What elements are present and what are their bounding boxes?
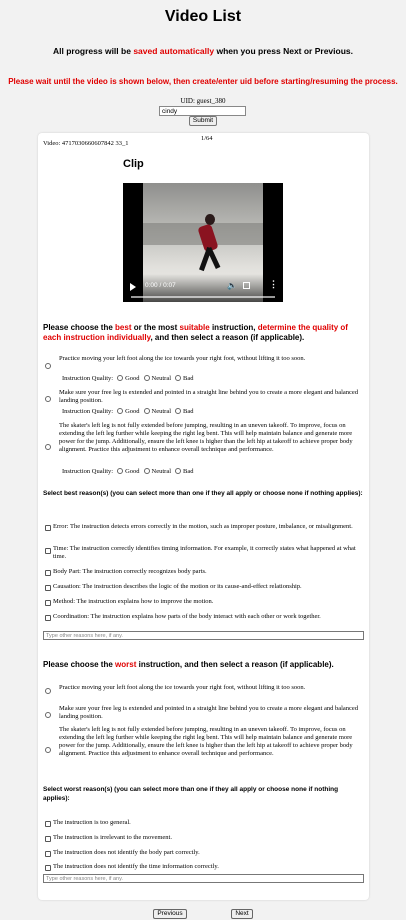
best-reason-checkbox-1[interactable] (45, 525, 51, 531)
video-player[interactable] (123, 183, 283, 302)
volume-icon[interactable]: 🔈 (227, 281, 237, 290)
worst-head-worst: worst (115, 660, 137, 669)
quality-bad-radio[interactable] (175, 375, 181, 381)
worst-radio-1[interactable] (45, 688, 51, 694)
quality-bad-label: Bad (183, 408, 194, 415)
best-radio-1[interactable] (45, 363, 51, 369)
quality-bad-radio[interactable] (175, 408, 181, 414)
quality-good-label: Good (125, 468, 140, 475)
worst-reason-checkbox-3[interactable] (45, 851, 51, 857)
autosave-highlight: saved automatically (133, 46, 215, 56)
quality-bad-radio[interactable] (175, 468, 181, 474)
worst-reason-checkbox-1[interactable] (45, 821, 51, 827)
best-head-pre: Please choose the (43, 323, 116, 332)
quality-bad-label: Bad (183, 375, 194, 382)
best-reason-6: Coordination: The instruction explains how parts of the body interact with each other or work together. (53, 613, 321, 620)
best-radio-3[interactable] (45, 444, 51, 450)
worst-head-pre: Please choose the (43, 660, 116, 669)
previous-button[interactable]: Previous (153, 909, 187, 919)
best-quality-row-1 (62, 375, 194, 383)
quality-good-radio[interactable] (117, 408, 123, 414)
best-reason-checkbox-4[interactable] (45, 585, 51, 591)
best-reason-checkbox-3[interactable] (45, 570, 51, 576)
best-head-quality: determine the quality of each instruction individually (43, 323, 348, 342)
best-head-mid2: instruction, (209, 323, 258, 332)
worst-instruction-2: Make sure your free leg is extended and pointed in a straight line behind you to create a more elegant and balanced landing position. (59, 705, 359, 720)
quality-neutral-label: Neutral (151, 468, 172, 475)
best-instruction-2: Make sure your free leg is extended and pointed in a straight line behind you to create a more elegant and balanced landing position. (59, 389, 359, 404)
best-instruction-1: Practice moving your left foot along the ice towards your right foot, without lifting it too soon. (59, 355, 306, 362)
worst-question-heading (43, 660, 365, 670)
quality-neutral-label: Neutral (151, 408, 172, 415)
quality-good-label: Good (125, 375, 140, 382)
worst-instruction-1: Practice moving your left foot along the ice towards your right foot, without lifting it too soon. (59, 684, 306, 691)
quality-neutral-radio[interactable] (144, 468, 150, 474)
submit-button[interactable]: Submit (189, 116, 217, 126)
autosave-pre: All progress will be (53, 46, 134, 56)
quality-good-label: Good (125, 408, 140, 415)
worst-reason-1: The instruction is too general. (53, 819, 131, 826)
quality-label: Instruction Quality: (62, 375, 114, 382)
best-head-post: , and then select a reason (if applicable). (150, 333, 305, 342)
quality-neutral-radio[interactable] (144, 375, 150, 381)
best-reason-4: Causation: The instruction describes the logic of the motion or its cause-and-effect relationship. (53, 583, 302, 590)
best-reason-checkbox-5[interactable] (45, 600, 51, 606)
best-radio-2[interactable] (45, 396, 51, 402)
worst-other-reason-input[interactable]: Type other reasons here, if any. (43, 874, 364, 883)
quality-label: Instruction Quality: (62, 408, 114, 415)
autosave-notice (0, 46, 406, 56)
best-quality-row-3 (62, 468, 194, 476)
worst-reason-4: The instruction does not identify the time information correctly. (53, 863, 219, 870)
worst-head-post: instruction, and then select a reason (if applicable). (136, 660, 334, 669)
worst-reason-checkbox-2[interactable] (45, 836, 51, 842)
play-icon[interactable] (130, 283, 136, 291)
best-quality-row-2 (62, 408, 194, 416)
progress-counter: 1/64 (201, 135, 213, 142)
worst-reason-2: The instruction is irrelevant to the movement. (53, 834, 172, 841)
best-reason-2: Time: The instruction correctly identifies timing information. For example, it correctly states what happened at what time. (53, 545, 356, 560)
skater-head (205, 214, 215, 225)
best-head-suitable: suitable (179, 323, 210, 332)
best-reason-5: Method: The instruction explains how to improve the motion. (53, 598, 214, 605)
worst-instruction-3: The skater's left leg is not fully extended before jumping, resulting in an uneven takeoff. To improve, focus on extending the left leg further while keeping the right leg bent. This will help maintain balance and generate more power for the jump. Additionally, ensure the left knee is higher than the left hip at takeoff to achieve proper body alignment. Practice this adjustment to enhance overall technique and performance. (59, 726, 353, 757)
next-button[interactable]: Next (231, 909, 253, 919)
worst-reason-3: The instruction does not identify the body part correctly. (53, 849, 200, 856)
quality-neutral-label: Neutral (151, 375, 172, 382)
best-reason-3: Body Part: The instruction correctly recognizes body parts. (53, 568, 207, 575)
best-reason-1: Error: The instruction detects errors correctly in the motion, such as improper posture, imbalance, or misalignment. (53, 523, 353, 530)
question-card (38, 133, 369, 900)
best-question-heading (43, 323, 365, 343)
skater-leg (207, 247, 221, 269)
quality-label: Instruction Quality: (62, 468, 114, 475)
best-head-mid: or the most (131, 323, 180, 332)
best-reason-checkbox-6[interactable] (45, 615, 51, 621)
worst-reason-checkbox-4[interactable] (45, 865, 51, 871)
video-time: 0:00 / 0:07 (145, 282, 176, 289)
fullscreen-icon[interactable] (243, 282, 250, 289)
clip-label: Clip (123, 158, 144, 170)
best-other-reason-input[interactable]: Type other reasons here, if any. (43, 631, 364, 640)
quality-bad-label: Bad (183, 468, 194, 475)
uid-input[interactable]: cindy (159, 106, 246, 116)
worst-reasons-heading: Select worst reason(s) (you can select more than one if they all apply or choose none if nothing applies): (43, 786, 339, 802)
video-controls (123, 274, 283, 302)
worst-radio-2[interactable] (45, 712, 51, 718)
page-title: Video List (164, 8, 242, 25)
wait-notice: Please wait until the video is shown below, then create/enter uid before starting/resuming the process. (8, 77, 398, 86)
quality-good-radio[interactable] (117, 468, 123, 474)
best-instruction-3: The skater's left leg is not fully extended before jumping, resulting in an uneven takeoff. To improve, focus on extending the left leg further while keeping the right leg bent. This will help maintain balance and generate more power for the jump. Additionally, ensure the left knee is higher than the left hip at takeoff to achieve proper body alignment. Practice this adjustment to enhance overall technique and performance. (59, 422, 353, 453)
best-head-best: best (115, 323, 132, 332)
more-options-icon[interactable]: ⋮ (269, 279, 278, 289)
video-id: Video: 4717030660607842 33_1 (43, 140, 129, 147)
best-reason-checkbox-2[interactable] (45, 548, 51, 554)
autosave-post: when you press Next or Previous. (214, 46, 353, 56)
quality-good-radio[interactable] (117, 375, 123, 381)
video-progress-bar[interactable] (131, 296, 275, 298)
worst-radio-3[interactable] (45, 747, 51, 753)
uid-label: UID: guest_380 (180, 97, 226, 105)
quality-neutral-radio[interactable] (144, 408, 150, 414)
best-reasons-heading: Select best reason(s) (you can select more than one if they all apply or choose none if nothing applies): (43, 490, 363, 497)
